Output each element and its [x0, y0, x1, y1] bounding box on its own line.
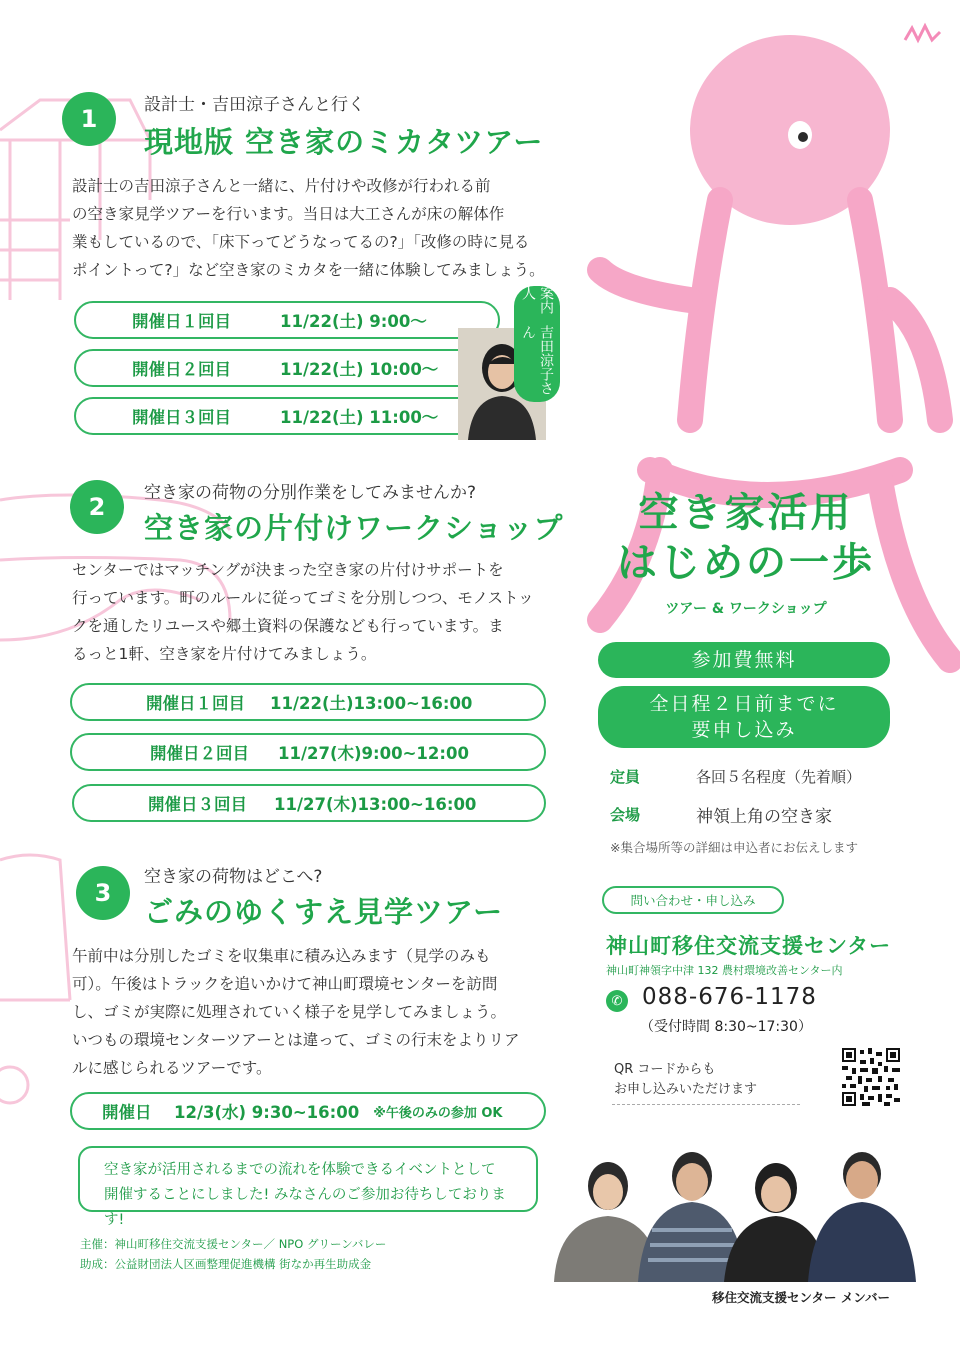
section-3-subtitle: 空き家の荷物はどこへ? — [144, 867, 323, 887]
body-line: センターではマッチングが決まった空き家の片付けサポートを — [72, 561, 504, 579]
session-note: ※午後のみの参加 OK — [373, 1105, 503, 1121]
session-date: 11/22(土) 10:00〜 — [280, 360, 439, 379]
session-date: 11/22(土) 11:00〜 — [280, 408, 439, 427]
body-line: るっと1軒、空き家を片付けてみましょう。 — [72, 645, 377, 663]
contact-phone[interactable]: 088-676-1178 — [642, 984, 817, 1010]
session-label: 開催日 — [102, 1103, 152, 1122]
closing-message — [78, 1146, 538, 1228]
body-line: ポイントって?」など空き家のミカタを一緒に体験してみましょう。 — [72, 261, 545, 279]
phone-icon: ✆ — [606, 990, 628, 1012]
venue-label: 会場 — [610, 806, 641, 824]
section-1-subtitle: 設計士・吉田涼子さんと行く — [144, 95, 365, 115]
credit-support: 助成：公益財団法人区画整理促進機構 街なか再生助成金 — [80, 1257, 372, 1271]
guide-label-bubble — [514, 286, 560, 402]
body-line: 業もしているので、「床下ってどうなってるの?」「改修の時に見る — [72, 233, 530, 251]
section-2-number: 2 — [70, 480, 124, 534]
body-line: 行っています。町のルールに従ってゴミを分別しつつ、モノストッ — [72, 589, 534, 607]
section-3-body — [72, 942, 552, 1082]
session-label: 開催日１回目 — [146, 694, 245, 713]
members-caption: 移住交流支援センター メンバー — [712, 1290, 890, 1305]
session-date: 11/22(土)13:00~16:00 — [270, 694, 473, 713]
section-1-session-1 — [74, 301, 500, 339]
qr-caption — [614, 1060, 757, 1100]
body-line: 可）。午後はトラックを追いかけて神山町環境センターを訪問 — [72, 975, 498, 993]
body-line: いつもの環境センターツアーとは違って、ゴミの行末をよりリア — [72, 1031, 520, 1049]
credit-host: 主催：神山町移住交流支援センター／ NPO グリーンバレー — [80, 1237, 387, 1251]
venue-note: ※集合場所等の詳細は申込者にお伝えします — [610, 840, 858, 855]
event-tagline: ツアー & ワークショップ — [665, 601, 827, 617]
qr-code-icon[interactable] — [842, 1048, 900, 1106]
session-date: 11/22(土) 9:00〜 — [280, 312, 427, 331]
deadline-badge — [598, 686, 890, 748]
body-line: し、ゴミが実際に処理されていく様子を見学してみましょう。 — [72, 1003, 507, 1021]
capacity-label: 定員 — [610, 768, 641, 786]
deadline-line: 要申し込み — [691, 719, 797, 741]
session-label: 開催日２回目 — [132, 360, 231, 379]
section-2-subtitle: 空き家の荷物の分別作業をしてみませんか? — [144, 483, 477, 503]
venue-value: 神領上角の空き家 — [696, 807, 832, 827]
session-label: 開催日１回目 — [132, 312, 231, 331]
message-line: 空き家が活用されるまでの流れを体験できるイベントとして — [104, 1162, 496, 1178]
qr-caption-line: QR コードからも — [614, 1062, 716, 1077]
section-1-title: 現地版 空き家のミカタツアー — [144, 125, 544, 159]
guide-role: 案内人 — [520, 286, 554, 314]
session-label: 開催日２回目 — [150, 744, 249, 763]
guide-name: 吉田涼子さん — [520, 324, 554, 395]
session-date: 11/27(木)9:00~12:00 — [278, 744, 469, 763]
members-photo — [552, 1150, 918, 1282]
section-3-number: 3 — [76, 866, 130, 920]
fee-badge: 参加費無料 — [598, 642, 890, 678]
section-2-body — [72, 556, 552, 668]
body-line: 午前中は分別したゴミを収集車に積み込みます（見学のみも — [72, 947, 491, 965]
contact-address: 神山町神領字中津 132 農村環境改善センター内 — [606, 964, 843, 977]
event-title — [598, 488, 894, 588]
session-label: 開催日３回目 — [148, 795, 247, 814]
message-line: 開催することにしました! みなさんのご参加お待ちしております! — [104, 1187, 506, 1228]
event-title-line: 空き家活用 — [638, 490, 854, 536]
body-line: クを通したリユースや郷土資料の保護なども行っています。ま — [72, 617, 504, 635]
body-line: の空き家見学ツアーを行います。当日は大工さんが床の解体作 — [72, 205, 505, 223]
event-title-line: はじめの一歩 — [617, 540, 875, 586]
section-1-session-3 — [74, 397, 500, 435]
deadline-line: 全日程２日前までに — [649, 693, 839, 715]
body-line: 設計士の吉田涼子さんと一緒に、片付けや改修が行われる前 — [72, 177, 491, 195]
session-date: 11/27(木)13:00~16:00 — [274, 795, 477, 814]
section-3-title: ごみのゆくすえ見学ツアー — [144, 895, 504, 929]
capacity-value: 各回５名程度（先着順） — [696, 768, 862, 786]
body-line: ルに感じられるツアーです。 — [72, 1059, 272, 1077]
session-date: 12/3(水) 9:30~16:00 — [174, 1103, 360, 1122]
contact-org: 神山町移住交流支援センター — [606, 934, 892, 958]
contact-tag: 問い合わせ・申し込み — [602, 886, 784, 914]
contact-hours: （受付時間 8:30~17:30） — [640, 1019, 812, 1035]
section-1-session-2 — [74, 349, 500, 387]
qr-caption-line: お申し込みいただけます — [614, 1082, 758, 1097]
session-label: 開催日３回目 — [132, 408, 231, 427]
section-2-session-1 — [70, 683, 546, 721]
section-2-session-2 — [70, 733, 546, 771]
section-1-number: 1 — [62, 92, 116, 146]
section-3-session — [70, 1092, 546, 1130]
section-2-session-3 — [72, 784, 546, 822]
section-2-title: 空き家の片付けワークショップ — [144, 511, 564, 545]
section-1-body — [72, 172, 552, 284]
qr-caption-underline — [612, 1104, 800, 1105]
